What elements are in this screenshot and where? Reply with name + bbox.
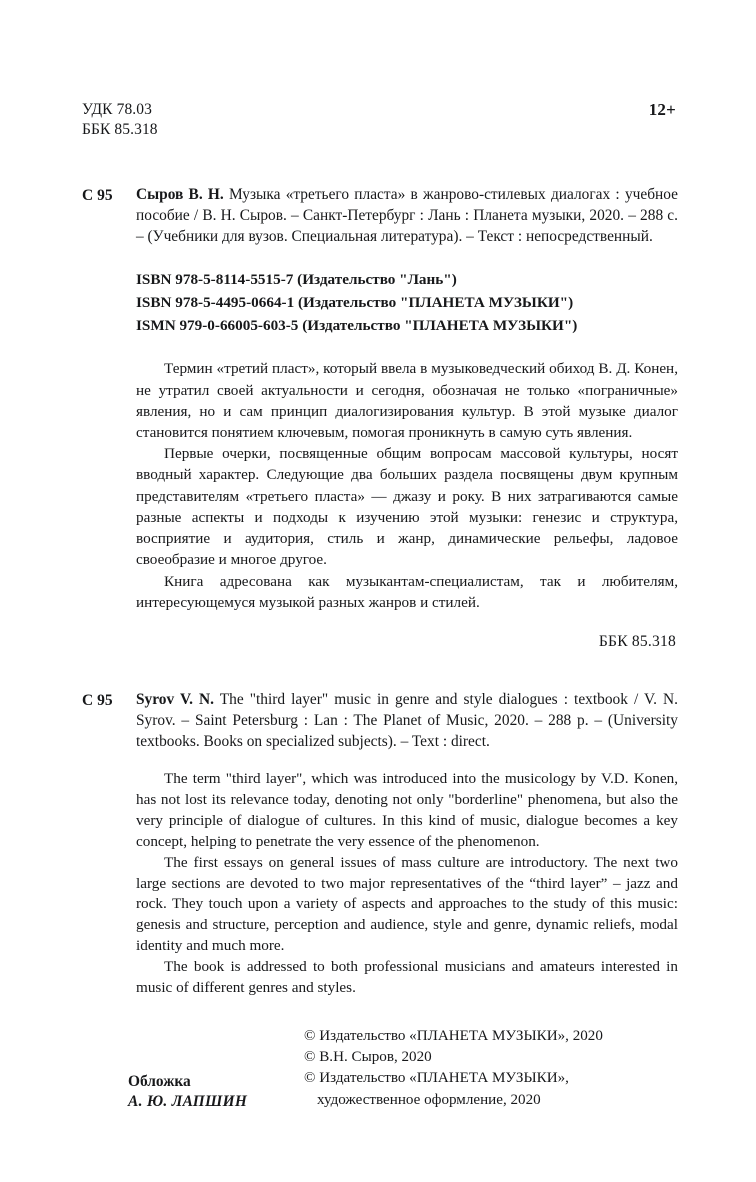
russian-record-body	[136, 184, 678, 651]
english-catalogue-record	[82, 689, 678, 999]
isbn-line: ISBN 978-5-8114-5515-7 (Издательство "Лань")	[136, 271, 457, 289]
annotation-paragraph: Первые очерки, посвященные общим вопросам массовой культуры, носят вводный характер. Следующие два больших раздела посвящены двум крупным представителям «третьего пласта» — джазу и року. В них затрагиваются самые разные аспекты и подходы к изучению этой музыки: генезис и структура, восприятие и аудитория, стиль и жанр, динамические рельефы, ладовое своеобразие и многое другое.	[136, 445, 678, 569]
bbk-code: ББК 85.318	[82, 121, 158, 139]
isbn-block	[136, 268, 678, 337]
page-header	[82, 100, 678, 141]
english-record-body	[136, 689, 678, 999]
russian-bibliographic-description	[136, 184, 678, 247]
cover-credit-label: Обложка	[128, 1072, 191, 1090]
english-record-code: С 95	[82, 691, 113, 709]
bbk-footer-code: ББК 85.318	[598, 632, 676, 650]
russian-catalogue-record	[82, 184, 678, 651]
english-author: Syrov V. N.	[136, 690, 214, 708]
isbn-line: ISMN 979-0-66005-603-5 (Издательство "ПЛАНЕТА МУЗЫКИ")	[136, 317, 578, 335]
english-description-text: The "third layer" music in genre and style dialogues : textbook / V. N. Syrov. – Saint Petersburg : Lan : The Planet of Music, 2020. – 288 p. – (University textbooks. Books on specialized subjects). – Text : direct.	[136, 690, 678, 751]
english-annotation	[136, 769, 678, 998]
copyright-line: © В.Н. Сыров, 2020	[304, 1048, 432, 1065]
annotation-paragraph: Книга адресована как музыкантам-специалистам, так и любителям, интересующемуся музыкой разных жанров и стилей.	[136, 572, 678, 611]
annotation-paragraph: The first essays on general issues of mass culture are introductory. The next two large sections are devoted to two major representatives of the “third layer” – jazz and rock. They touch upon a variety of aspects and approaches to the study of this music: genesis and structure, perception and audience, style and genre, dynamic reliefs, modal identity and much more.	[136, 853, 678, 955]
copyright-line: © Издательство «ПЛАНЕТА МУЗЫКИ», 2020	[304, 1027, 603, 1044]
annotation-paragraph: Термин «третий пласт», который ввела в музыковедческий обиход В. Д. Конен, не утратил своей актуальности и сегодня, обозначая не только «пограничные» явления, но и сам принцип диалогизирования культур. В этой музыке диалог становится понятием ключевым, помогая проникнуть в самую суть явления.	[136, 360, 678, 442]
cover-designer-credit	[82, 1026, 247, 1114]
russian-description-text: Музыка «третьего пласта» в жанрово-стилевых диалогах : учебное пособие / В. Н. Сыров. – Санкт-Петербург : Лань : Планета музыки, 2020. – 288 с. – (Учебники для вузов. Специальная литература). – Текст : непосредственный.	[136, 185, 678, 246]
isbn-line: ISBN 978-5-4495-0664-1 (Издательство "ПЛАНЕТА МУЗЫКИ")	[136, 294, 574, 312]
udk-code: УДК 78.03	[82, 101, 152, 118]
russian-author: Сыров В. Н.	[136, 185, 224, 203]
english-bibliographic-description	[136, 689, 678, 753]
copyright-block	[304, 1026, 678, 1112]
annotation-paragraph: The term "third layer", which was introduced into the musicology by V.D. Konen, has not lost its relevance today, denoting not only "borderline" phenomena, but also the very principle of dialogue of cultures. In this kind of music, dialogue becomes a key concept, helping to penetrate the very essence of the phenomenon.	[136, 770, 678, 850]
copyright-line: художественное оформление, 2020	[317, 1091, 541, 1108]
page-footer	[82, 1026, 678, 1114]
russian-annotation	[136, 358, 678, 612]
russian-record-code: С 95	[82, 186, 113, 204]
cover-designer-name: А. Ю. ЛАПШИН	[128, 1093, 248, 1111]
classification-codes	[82, 100, 158, 141]
annotation-paragraph: The book is addressed to both professional musicians and amateurs interested in music of different genres and styles.	[136, 957, 678, 996]
copyright-line: © Издательство «ПЛАНЕТА МУЗЫКИ»,	[304, 1070, 569, 1087]
age-rating-badge: 12+	[648, 100, 676, 119]
